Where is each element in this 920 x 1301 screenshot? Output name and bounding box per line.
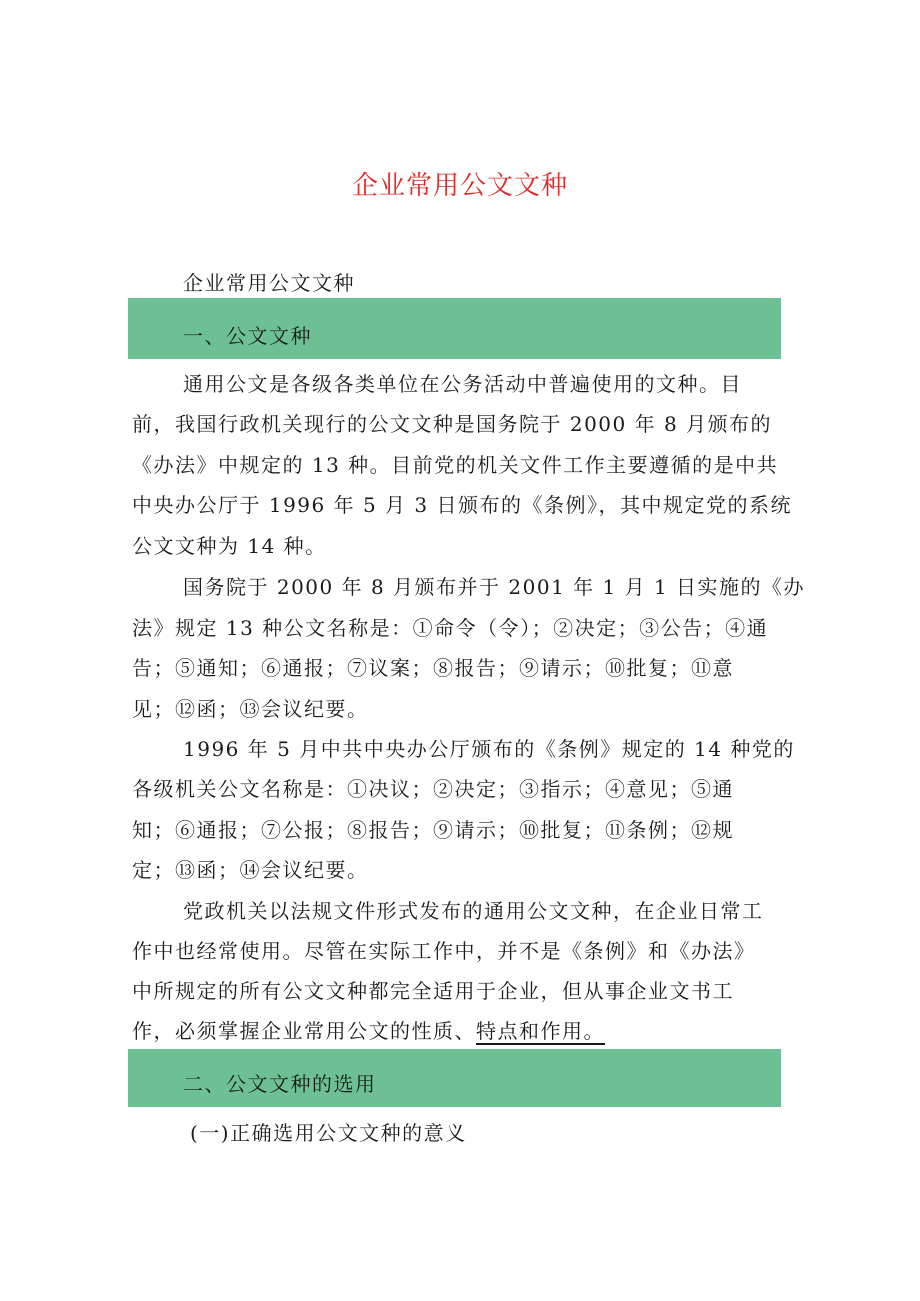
paragraph-1-line: 公文文种为 14 种。 bbox=[132, 534, 327, 558]
paragraph-2-line: 见；⑫函；⑬会议纪要。 bbox=[132, 697, 369, 721]
paragraph-1-line: 前，我国行政机关现行的公文文种是国务院于 2000 年 8 月颁布的 bbox=[132, 412, 773, 436]
underlined-phrase: 特点和作用。 bbox=[476, 1019, 605, 1043]
paragraph-3-line: 1996 年 5 月中共中央办公厅颁布的《条例》规定的 14 种党的 bbox=[183, 737, 795, 761]
paragraph-4-line: 中所规定的所有公文文种都完全适用于企业，但从事企业文书工 bbox=[132, 979, 734, 1003]
paragraph-1-line: 《办法》中规定的 13 种。目前党的机关文件工作主要遵循的是中共 bbox=[132, 453, 779, 477]
paragraph-4-line: 作中也经常使用。尽管在实际工作中，并不是《条例》和《办法》 bbox=[132, 939, 756, 963]
paragraph-2-line: 法》规定 13 种公文名称是：①命令（令）；②决定；③公告；④通 bbox=[132, 616, 769, 640]
paragraph-4-line: 党政机关以法规文件形式发布的通用公文文种，在企业日常工 bbox=[183, 899, 764, 923]
paragraph-3-line: 知；⑥通报；⑦公报；⑧报告；⑨请示；⑩批复；⑪条例；⑫规 bbox=[132, 818, 734, 842]
paragraph-4-last-line bbox=[132, 1016, 792, 1046]
paragraph-1-line: 中央办公厅于 1996 年 5 月 3 日颁布的《条例》，其中规定党的系统 bbox=[132, 493, 792, 517]
paragraph-2-line: 国务院于 2000 年 8 月颁布并于 2001 年 1 月 1 日实施的《办 bbox=[183, 575, 806, 599]
section-heading-1: 一、公文文种 bbox=[183, 324, 312, 348]
paragraph-3-line: 各级机关公文名称是：①决议；②决定；③指示；④意见；⑤通 bbox=[132, 777, 734, 801]
section-heading-2: 二、公文文种的选用 bbox=[183, 1072, 377, 1096]
intro-line: 企业常用公文文种 bbox=[183, 271, 355, 295]
paragraph-4-last-plain: 作，必须掌握企业常用公文的性质、 bbox=[132, 1019, 476, 1043]
document-title: 企业常用公文文种 bbox=[351, 171, 568, 201]
paragraph-3-line: 定；⑬函；⑭会议纪要。 bbox=[132, 858, 369, 882]
subsection-heading-1: (一)正确选用公文文种的意义 bbox=[190, 1121, 467, 1145]
paragraph-1-line: 通用公文是各级各类单位在公务活动中普遍使用的文种。目 bbox=[183, 372, 742, 396]
paragraph-2-line: 告；⑤通知；⑥通报；⑦议案；⑧报告；⑨请示；⑩批复；⑪意 bbox=[132, 656, 734, 680]
